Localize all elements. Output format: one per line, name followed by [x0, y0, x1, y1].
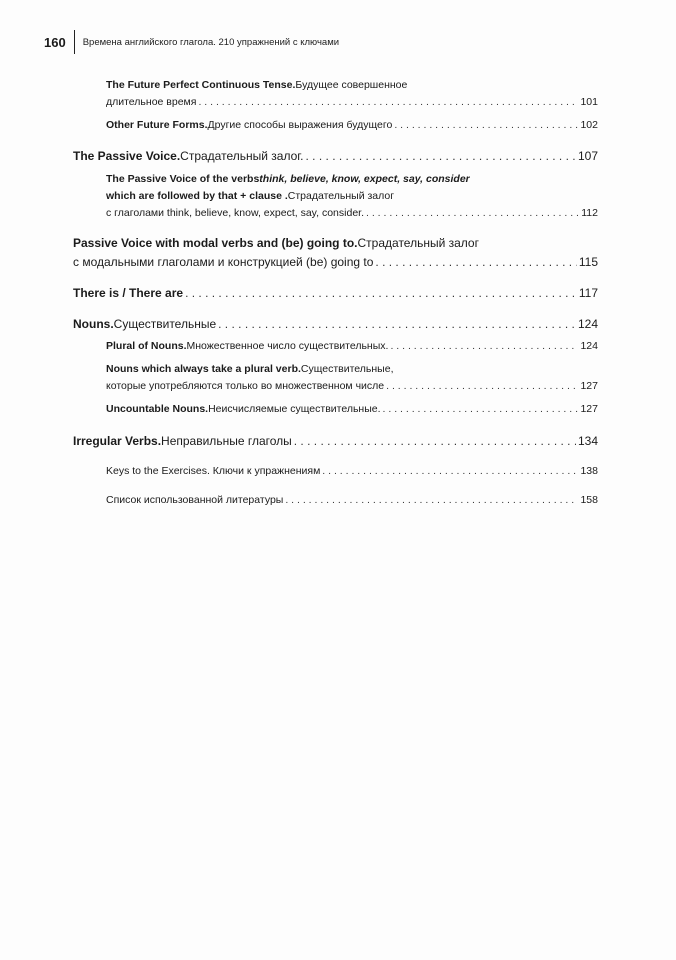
toc-page-number: 134 — [577, 434, 598, 448]
toc-entry-title: The Passive Voice of the verbs — [106, 173, 260, 185]
toc-entry-title: There is / There are — [73, 286, 184, 300]
toc-entry-subtitle: Страдательный залог — [287, 190, 395, 202]
toc-entry-subtitle: Страдательный залог. — [180, 149, 304, 163]
page-number: 160 — [44, 34, 66, 50]
dot-leader — [394, 119, 578, 131]
toc-entry-title: Irregular Verbs. — [73, 434, 162, 448]
toc-page-number: 127 — [580, 380, 598, 392]
toc-entry-subtitle: Неправильные глаголы — [161, 434, 292, 448]
toc-entry-subtitle: Другие способы выражения будущего — [207, 119, 393, 131]
toc-page-number: 107 — [577, 149, 598, 163]
dot-leader — [386, 380, 578, 392]
toc-entry-title: The Passive Voice. — [73, 149, 181, 163]
toc-entry-title: Nouns. — [73, 317, 114, 331]
dot-leader — [366, 207, 579, 219]
toc-entry-title: which are followed by that + clause . — [106, 190, 288, 202]
header-divider — [74, 30, 75, 54]
toc-entry-subtitle: Существительные, — [300, 363, 394, 375]
toc-entry-subtitle: с глаголами think, believe, know, expect, say, consider. — [106, 207, 364, 219]
toc-entry-title: Список использованной литературы — [106, 494, 284, 506]
dot-leader — [390, 340, 578, 352]
dot-leader — [383, 403, 579, 415]
dot-leader — [306, 149, 576, 163]
toc-page-number: 124 — [577, 317, 598, 331]
dot-leader — [322, 465, 578, 477]
toc-entry-subtitle: Страдательный залог — [357, 236, 479, 250]
dot-leader — [185, 286, 577, 300]
toc-entry-title: Uncountable Nouns. — [106, 403, 209, 415]
toc-entry-subtitle: Множественное число существительных. — [186, 340, 389, 352]
toc-page-number: 158 — [580, 494, 598, 506]
toc-entry-title: Other Future Forms. — [106, 119, 208, 131]
toc-entry-subtitle: которые употребляются только во множественном числе — [106, 380, 385, 392]
toc-page-number: 115 — [578, 255, 598, 269]
toc-entry-verbs: think, believe, know, expect, say, consider — [259, 173, 470, 185]
dot-leader — [198, 96, 578, 108]
toc-entry-title: Nouns which always take a plural verb. — [106, 363, 301, 375]
page-header — [44, 30, 339, 54]
toc-page-number: 112 — [581, 207, 598, 219]
dot-leader — [285, 494, 578, 506]
toc-entry-title: The Future Perfect Continuous Tense. — [106, 79, 296, 91]
toc-entry-subtitle: с модальными глаголами и конструкцией (be) going to — [73, 255, 374, 269]
toc-entry-title: Plural of Nouns. — [106, 340, 187, 352]
dot-leader — [218, 317, 576, 331]
toc-page-number: 117 — [578, 286, 598, 300]
toc-page-number: 101 — [580, 96, 598, 108]
toc-entry-subtitle: длительное время — [106, 96, 197, 108]
toc-entry-subtitle: Существительные — [113, 317, 217, 331]
toc-page-number: 102 — [580, 119, 598, 131]
toc-entry-subtitle: Будущее совершенное — [295, 79, 408, 91]
toc-page-number: 124 — [580, 340, 598, 352]
toc-page-number: 138 — [580, 465, 598, 477]
dot-leader — [375, 255, 576, 269]
running-title: Времена английского глагола. 210 упражнений с ключами — [82, 36, 340, 48]
toc-entry-title: Keys to the Exercises. Ключи к упражнениям — [106, 465, 321, 477]
dot-leader — [294, 434, 576, 448]
toc-page-number: 127 — [580, 403, 598, 415]
toc-entry-title: Passive Voice with modal verbs and (be) going to. — [73, 236, 358, 250]
toc-entry-subtitle: Неисчисляемые существительные. — [208, 403, 381, 415]
